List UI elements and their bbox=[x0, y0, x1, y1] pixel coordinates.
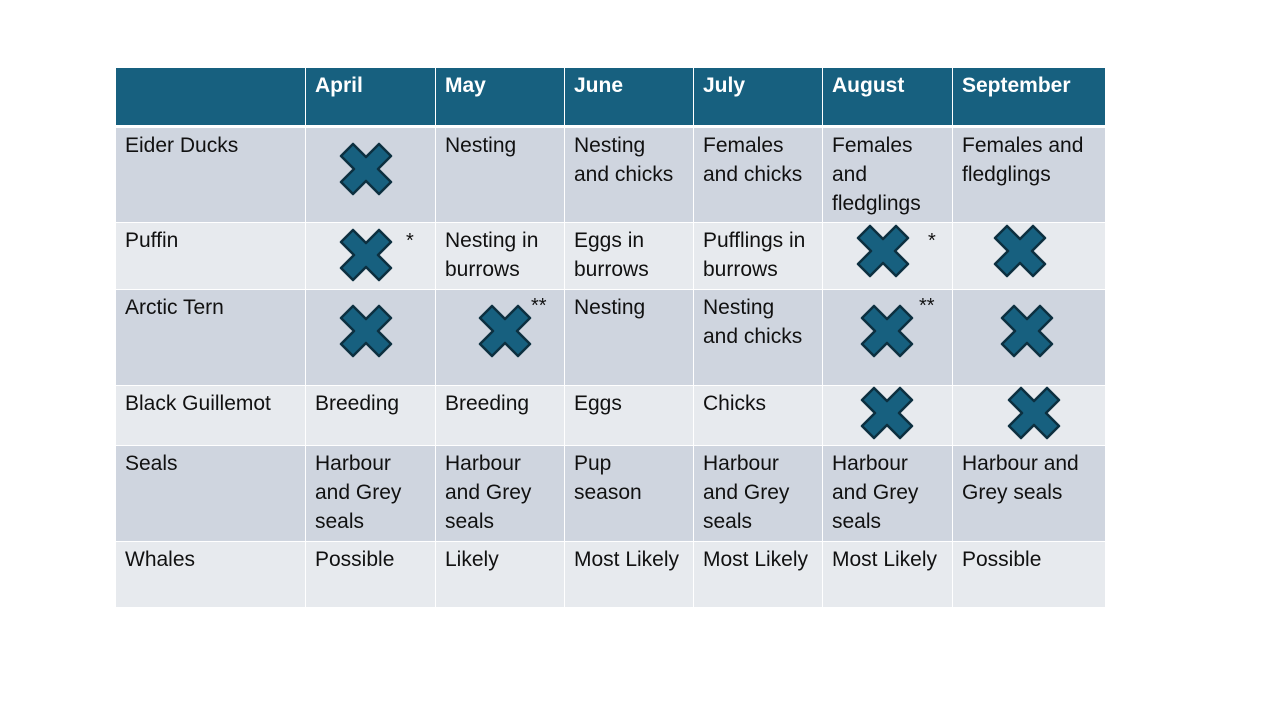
cell-april: Breeding bbox=[306, 386, 436, 446]
cross-icon bbox=[1007, 386, 1061, 440]
cross-icon bbox=[1000, 304, 1054, 358]
cell-may: Nesting bbox=[436, 127, 565, 223]
wildlife-calendar bbox=[115, 67, 1105, 608]
row-arctic-tern bbox=[116, 290, 1106, 386]
cell-april bbox=[306, 223, 436, 290]
cross-icon bbox=[339, 228, 393, 282]
header-cell-may: May bbox=[436, 68, 565, 127]
cell-may: Nesting in burrows bbox=[436, 223, 565, 290]
header-cell-july: July bbox=[694, 68, 823, 127]
footnote-marker: ** bbox=[531, 295, 547, 317]
wildlife-table bbox=[115, 67, 1106, 608]
row-black-guillemot bbox=[116, 386, 1106, 446]
row-label: Whales bbox=[116, 542, 306, 608]
cell-may: Harbour and Grey seals bbox=[436, 446, 565, 542]
row-label: Eider Ducks bbox=[116, 127, 306, 223]
cell-june: Nesting and chicks bbox=[565, 127, 694, 223]
cell-september bbox=[953, 290, 1106, 386]
cross-icon bbox=[339, 142, 393, 196]
header-cell-september: September bbox=[953, 68, 1106, 127]
row-seals bbox=[116, 446, 1106, 542]
cell-may: Breeding bbox=[436, 386, 565, 446]
row-label: Seals bbox=[116, 446, 306, 542]
cell-april: Possible bbox=[306, 542, 436, 608]
cell-august: Females and fledglings bbox=[823, 127, 953, 223]
cell-july: Most Likely bbox=[694, 542, 823, 608]
cell-april bbox=[306, 290, 436, 386]
cell-july: Nesting and chicks bbox=[694, 290, 823, 386]
cell-april bbox=[306, 127, 436, 223]
cell-april: Harbour and Grey seals bbox=[306, 446, 436, 542]
header-cell-blank bbox=[116, 68, 306, 127]
footnote-marker: * bbox=[406, 230, 414, 252]
cell-september bbox=[953, 386, 1106, 446]
cell-august: Harbour and Grey seals bbox=[823, 446, 953, 542]
cell-september bbox=[953, 223, 1106, 290]
row-eider-ducks bbox=[116, 127, 1106, 223]
cell-may bbox=[436, 290, 565, 386]
row-label: Arctic Tern bbox=[116, 290, 306, 386]
cross-icon bbox=[339, 304, 393, 358]
cell-september: Females and fledglings bbox=[953, 127, 1106, 223]
cell-august bbox=[823, 223, 953, 290]
cell-june: Pup season bbox=[565, 446, 694, 542]
cell-july: Chicks bbox=[694, 386, 823, 446]
cell-august bbox=[823, 386, 953, 446]
cell-september: Harbour and Grey seals bbox=[953, 446, 1106, 542]
row-label: Puffin bbox=[116, 223, 306, 290]
row-label: Black Guillemot bbox=[116, 386, 306, 446]
cross-icon bbox=[478, 304, 532, 358]
cross-icon bbox=[860, 304, 914, 358]
cell-august bbox=[823, 290, 953, 386]
cell-june: Eggs bbox=[565, 386, 694, 446]
cell-july: Pufflings in burrows bbox=[694, 223, 823, 290]
header-cell-june: June bbox=[565, 68, 694, 127]
footnote-marker: * bbox=[928, 230, 936, 252]
cell-june: Nesting bbox=[565, 290, 694, 386]
cell-july: Females and chicks bbox=[694, 127, 823, 223]
row-puffin bbox=[116, 223, 1106, 290]
header-cell-april: April bbox=[306, 68, 436, 127]
header-row bbox=[116, 68, 1106, 127]
row-whales bbox=[116, 542, 1106, 608]
header-cell-august: August bbox=[823, 68, 953, 127]
cell-july: Harbour and Grey seals bbox=[694, 446, 823, 542]
cell-august: Most Likely bbox=[823, 542, 953, 608]
cell-september: Possible bbox=[953, 542, 1106, 608]
cell-june: Most Likely bbox=[565, 542, 694, 608]
cross-icon bbox=[993, 224, 1047, 278]
footnote-marker: ** bbox=[919, 295, 935, 317]
cross-icon bbox=[860, 386, 914, 440]
cell-june: Eggs in burrows bbox=[565, 223, 694, 290]
cross-icon bbox=[856, 224, 910, 278]
cell-may: Likely bbox=[436, 542, 565, 608]
